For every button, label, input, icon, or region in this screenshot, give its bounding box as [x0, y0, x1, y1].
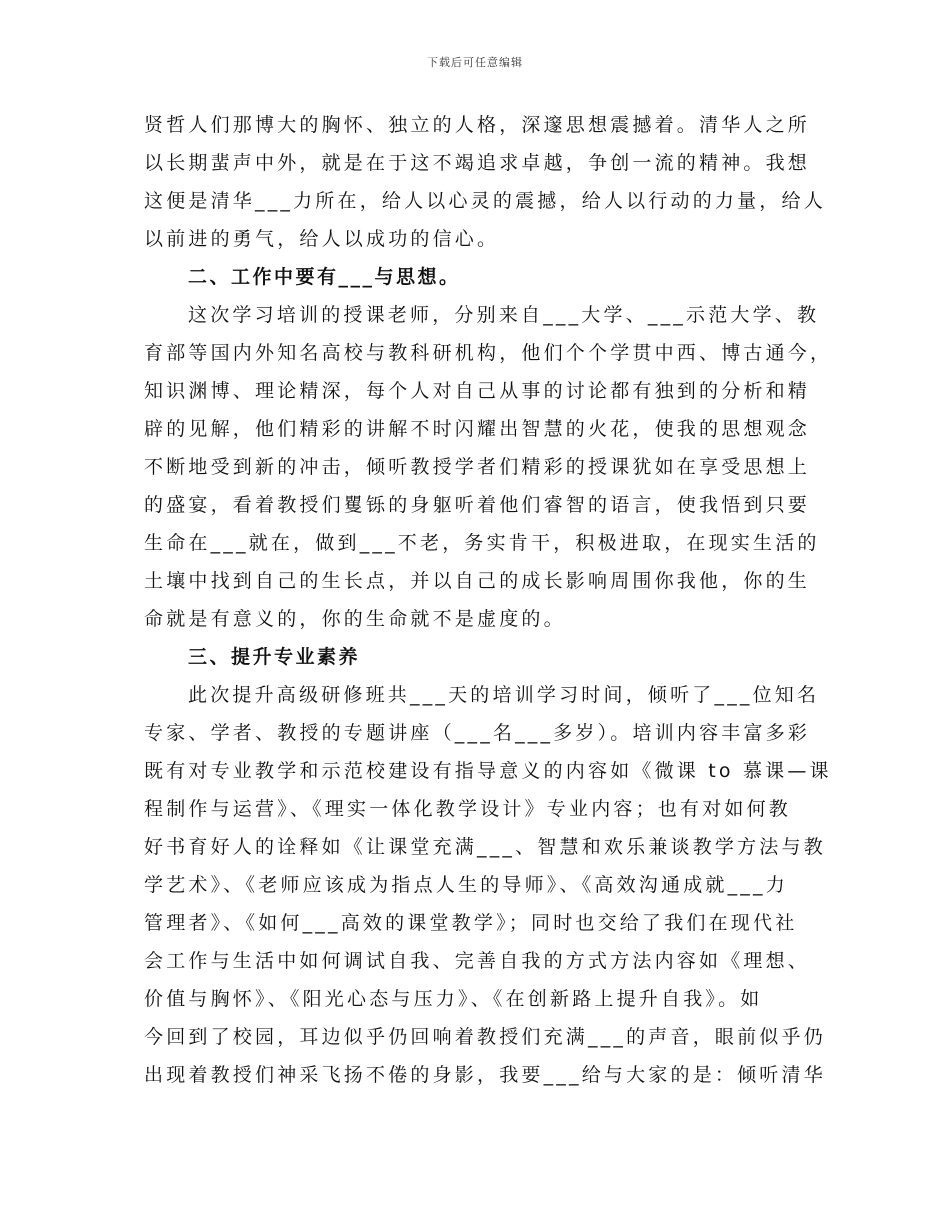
- document-body: [144, 106, 833, 1094]
- text-line: 既有对专业教学和示范校建设有指导意义的内容如《微课 to 慕课—课: [144, 760, 832, 782]
- text-line: 生命在___就在，做到___不老，务实肯干，积极进取，在现实生活的: [144, 532, 820, 554]
- section-heading: 二、工作中要有___与思想。: [188, 266, 461, 288]
- text-line: 育部等国内外知名高校与教科研机构，他们个个学贯中西、博古通今，: [144, 342, 833, 364]
- text-line: 贤哲人们那博大的胸怀、独立的人格，深邃思想震撼着。清华人之所: [144, 114, 811, 136]
- text-line: 命就是有意义的，你的生命就不是虚度的。: [144, 608, 566, 630]
- text-line: 专家、学者、教授的专题讲座（___名___多岁）。培训内容丰富多彩: [144, 722, 811, 744]
- section-heading: 三、提升专业素养: [188, 646, 361, 668]
- text-line: 以前进的勇气，给人以成功的信心。: [144, 228, 500, 250]
- text-line: 管理者》、《如何___高效的课堂教学》；同时也交给了我们在现代社: [144, 912, 798, 934]
- text-line: 土壤中找到自己的生长点，并以自己的成长影响周围你我他，你的生: [144, 570, 811, 592]
- text-line: 此次提升高级研修班共___天的培训学习时间，倾听了___位知名: [188, 684, 820, 706]
- page-header: 下载后可任意编辑: [427, 56, 523, 69]
- text-line: 辟的见解，他们精彩的讲解不时闪耀出智慧的火花，使我的思想观念: [144, 418, 811, 440]
- text-line: 会工作与生活中如何调试自我、完善自我的方式方法内容如《理想、: [144, 950, 811, 972]
- text-line: 好书育好人的诠释如《让课堂充满___、智慧和欢乐兼谈教学方法与教: [144, 836, 826, 858]
- text-line: 的盛宴，看着教授们矍铄的身躯听着他们睿智的语言，使我悟到只要: [144, 494, 811, 516]
- text-line: 出现着教授们神采飞扬不倦的身影，我要___给与大家的是：倾听清华: [144, 1064, 826, 1086]
- text-line: 这次学习培训的授课老师，分别来自___大学、___示范大学、教: [188, 304, 820, 326]
- text-line: 程制作与运营》、《理实一体化教学设计》专业内容；也有对如何教: [144, 798, 792, 820]
- text-line: 不断地受到新的冲击，倾听教授学者们精彩的授课犹如在享受思想上: [144, 456, 811, 478]
- text-line: 学艺术》、《老师应该成为指点人生的导师》、《高效沟通成就___力: [144, 874, 788, 896]
- text-line: 这便是清华___力所在，给人以心灵的震撼，给人以行动的力量，给人: [144, 190, 826, 212]
- text-line: 知识渊博、理论精深，每个人对自己从事的讨论都有独到的分析和精: [144, 380, 811, 402]
- text-line: 以长期蜚声中外，就是在于这不竭追求卓越，争创一流的精神。我想: [144, 152, 811, 174]
- text-line: 今回到了校园，耳边似乎仍回响着教授们充满___的声音，眼前似乎仍: [144, 1026, 826, 1048]
- text-line: 价值与胸怀》、《阳光心态与压力》、《在创新路上提升自我》。如: [144, 988, 763, 1010]
